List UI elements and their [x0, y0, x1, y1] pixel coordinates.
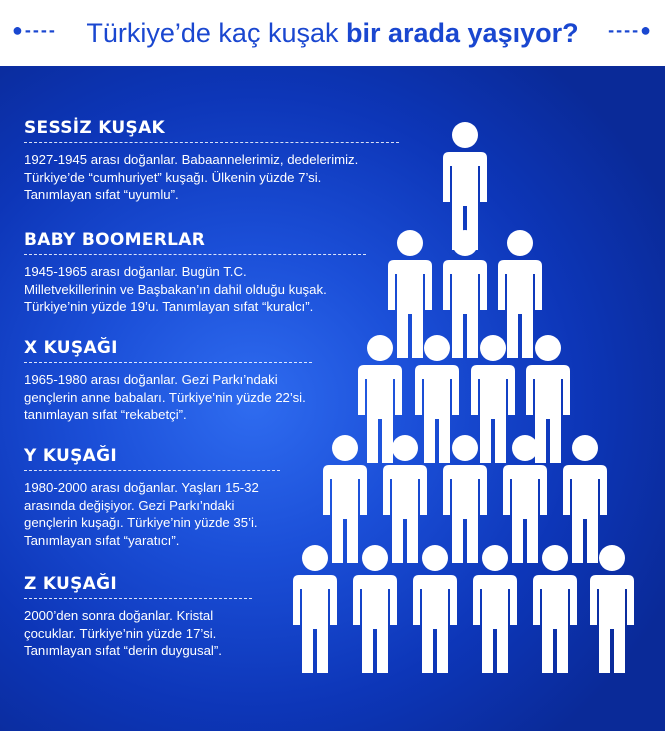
description-line: çocuklar. Türkiye’nin yüzde 17’si.: [24, 625, 217, 641]
description-line: Tanımlayan sıfat “derin duygusal”.: [24, 643, 222, 658]
person-icon: [563, 435, 607, 563]
pyramid-row-2: [388, 230, 542, 358]
description-line: tanımlayan sıfat “rekabetçi”.: [24, 407, 187, 422]
pyramid-row-5: [293, 545, 634, 673]
person-icon: [473, 545, 517, 673]
section-title: Z KUŞAĞI: [24, 574, 118, 594]
section-title: Y KUŞAĞI: [24, 446, 117, 466]
description-line: 1945-1965 arası doğanlar. Bugün T.C.: [24, 264, 247, 279]
section-title: BABY BOOMERLAR: [24, 230, 206, 250]
person-icon: [413, 545, 457, 673]
person-icon: [353, 545, 397, 673]
person-icon: [533, 545, 577, 673]
left-decorative-dashes: ●‑‑‑‑: [12, 20, 57, 40]
person-icon: [443, 230, 487, 358]
pyramid-row-4: [323, 435, 607, 563]
description-line: 1980-2000 arası doğanlar. Yaşları 15-32: [24, 480, 259, 495]
description-line: Türkiye’nin yüzde 19’u. Tanımlayan sıfat “kuralcı”.: [24, 299, 314, 314]
person-icon: [498, 230, 542, 358]
description-line: Türkiye’de “cumhuriyet” kuşağı. Ülkenin yüzde 7’si.: [24, 169, 322, 185]
section-title: X KUŞAĞI: [24, 338, 118, 358]
person-icon: [590, 545, 634, 673]
description-line: Tanımlayan sıfat “uyumlu”.: [24, 187, 179, 202]
title-regular: Türkiye’de kaç kuşak: [86, 17, 346, 48]
right-decorative-dashes: ‑‑‑‑●: [608, 20, 653, 40]
description-line: arasında değişiyor. Gezi Parkı’ndaki: [24, 497, 235, 513]
description-line: gençlerin anne babaları. Türkiye’nin yüzde 22’si.: [24, 389, 306, 405]
title-bold: bir arada yaşıyor?: [345, 17, 579, 48]
description-line: Milletvekillerinin ve Başbakan’ın dahil olduğu kuşak.: [24, 281, 327, 297]
description-line: gençlerin kuşağı. Türkiye’nin yüzde 35’i.: [24, 515, 258, 530]
description-line: 2000’den sonra doğanlar. Kristal: [24, 608, 214, 623]
description-line: 1927-1945 arası doğanlar. Babaannelerimiz, dedelerimiz.: [24, 152, 359, 167]
person-icon: [323, 435, 367, 563]
person-icon: [388, 230, 432, 358]
person-icon: [293, 545, 337, 673]
description-line: 1965-1980 arası doğanlar. Gezi Parkı’ndaki: [24, 372, 278, 387]
description-line: Tanımlayan sıfat “yaratıcı”.: [24, 532, 180, 548]
section-title: SESSİZ KUŞAK: [24, 118, 166, 138]
